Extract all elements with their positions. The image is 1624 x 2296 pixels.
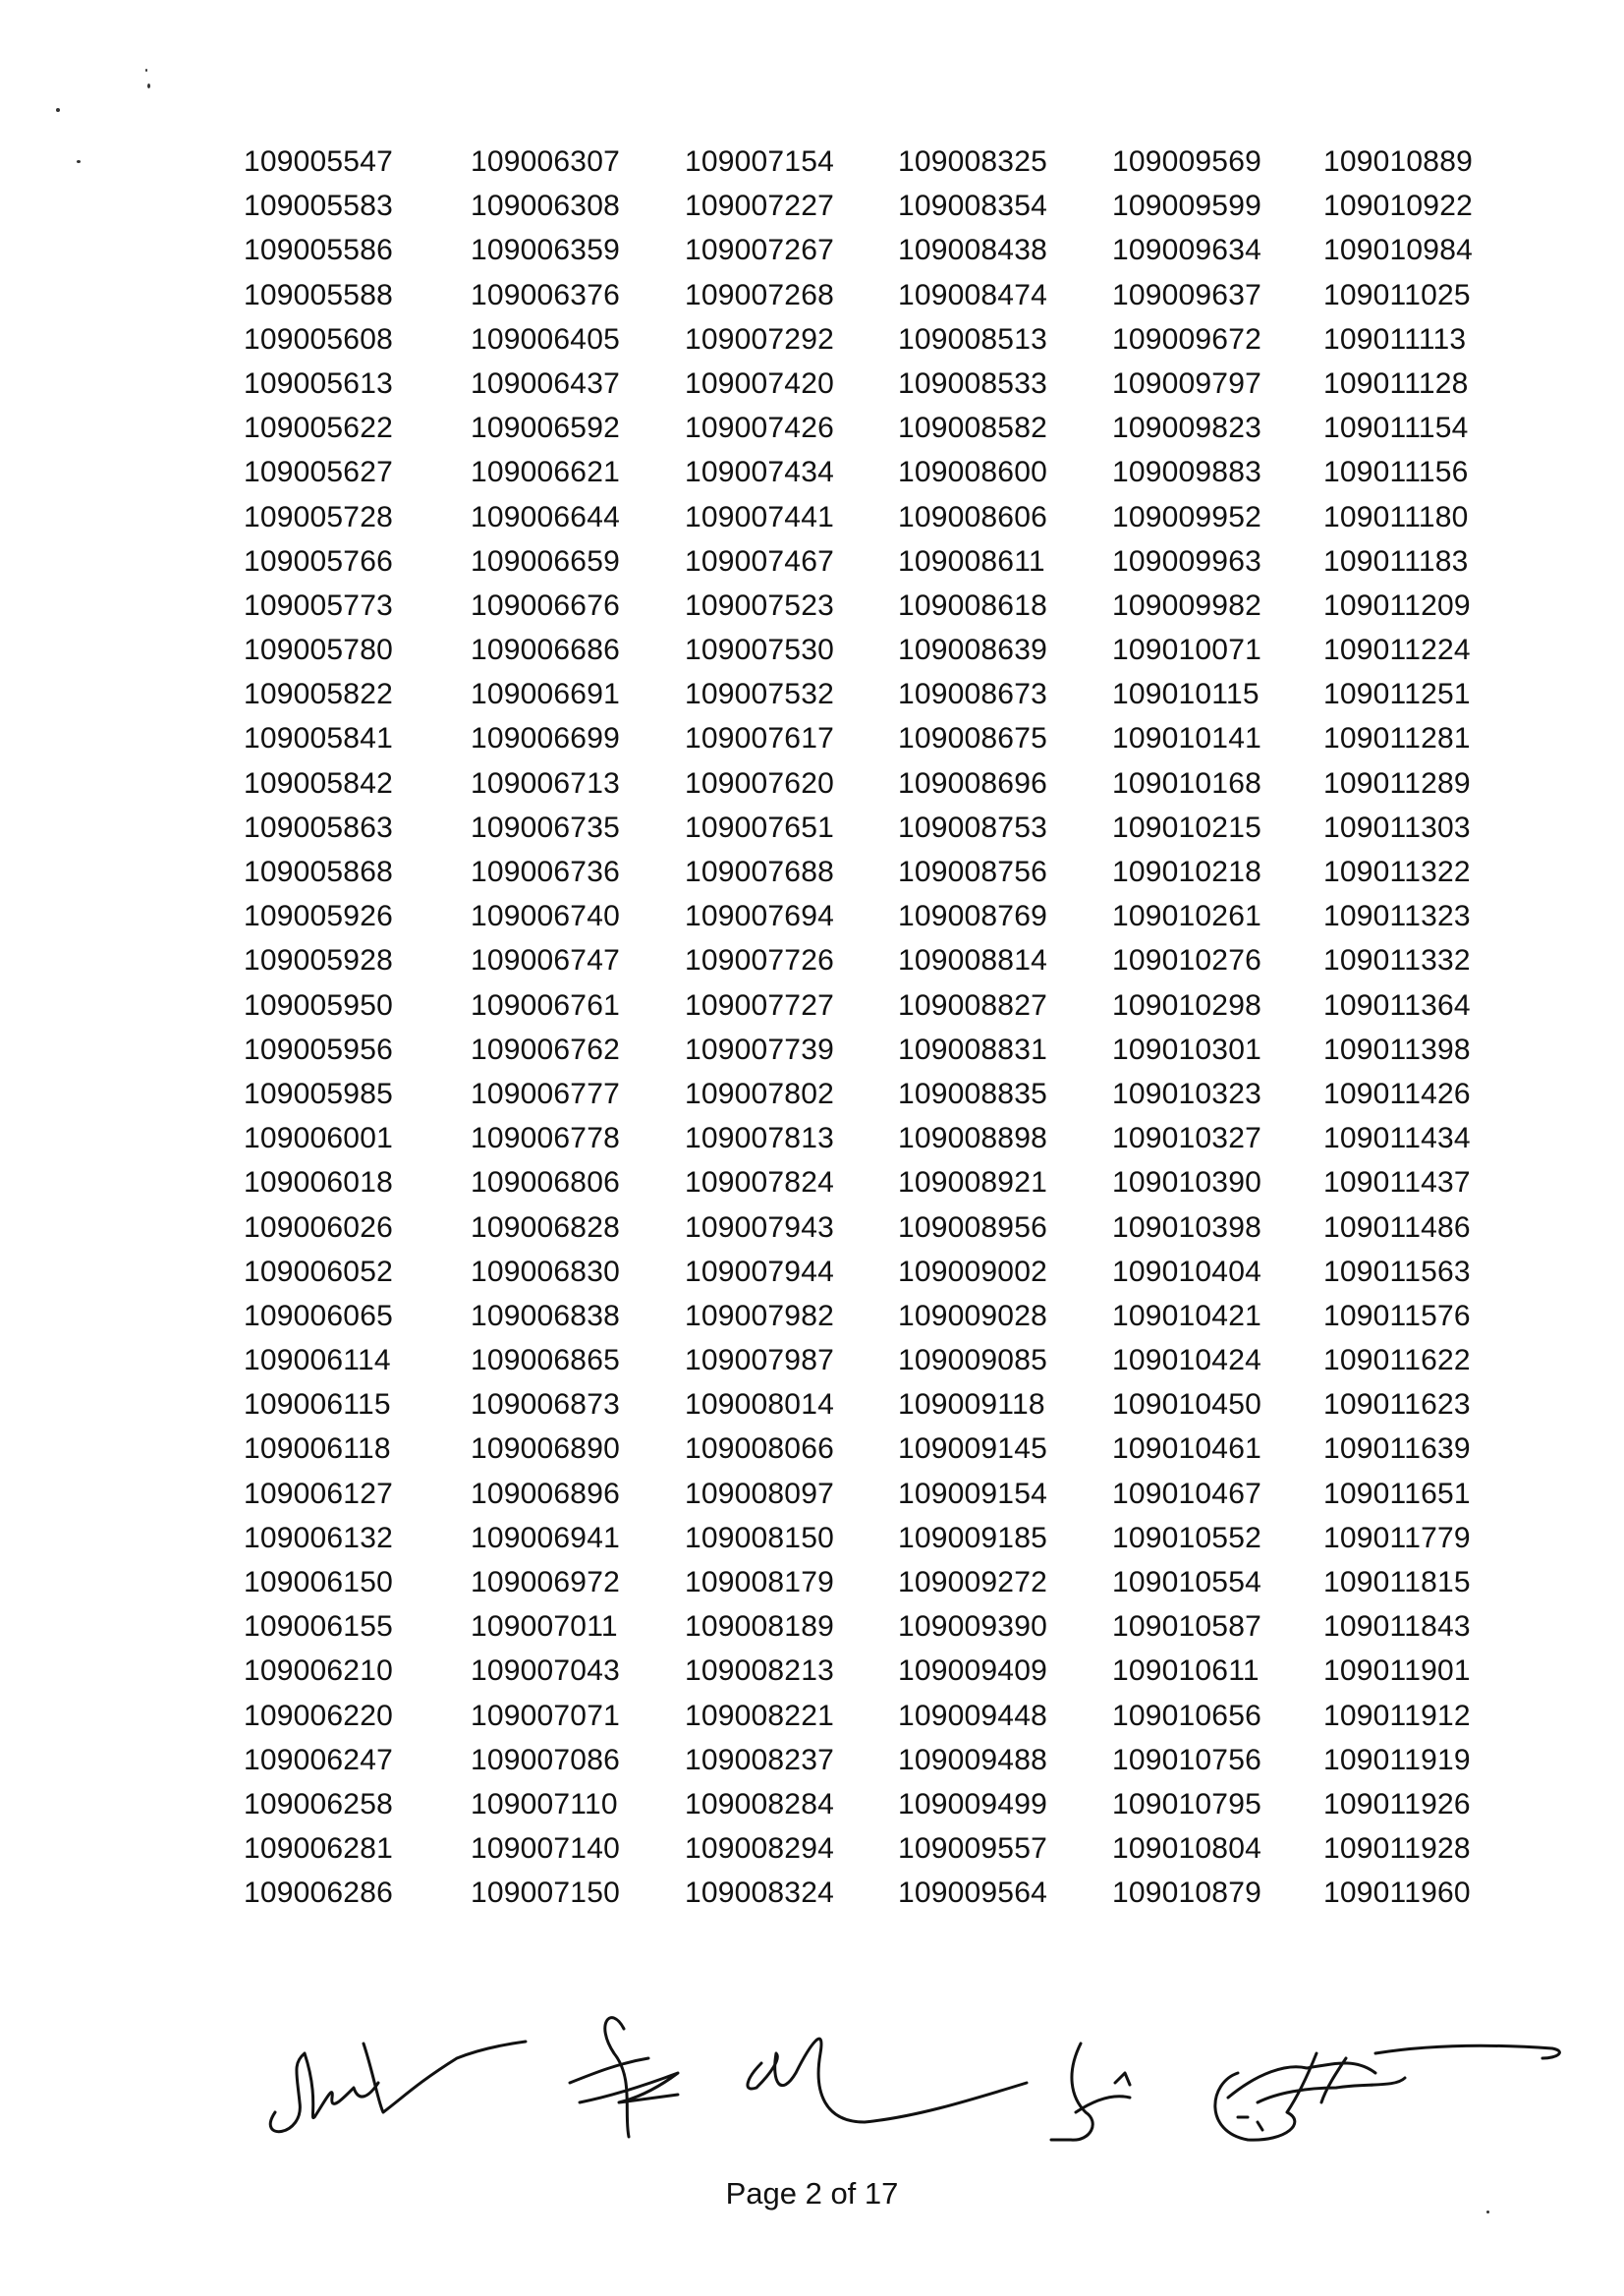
number-cell: 109008756 — [898, 856, 1047, 888]
number-cell: 109010141 — [1112, 722, 1261, 756]
number-cell: 109006691 — [471, 678, 620, 711]
number-cell: 109009154 — [898, 1477, 1047, 1510]
number-cell: 109005613 — [244, 366, 393, 400]
number-cell: 109006699 — [471, 722, 620, 756]
number-cell: 109010218 — [1112, 856, 1261, 888]
scan-speck — [145, 69, 147, 72]
number-cell: 109005950 — [244, 988, 393, 1022]
number-cell: 109007110 — [471, 1787, 618, 1820]
number-cell: 109006018 — [244, 1166, 393, 1200]
number-cell: 109009409 — [898, 1654, 1047, 1688]
number-cell: 109006828 — [471, 1210, 620, 1244]
number-cell: 109011926 — [1323, 1787, 1471, 1820]
number-cell: 109010390 — [1112, 1166, 1261, 1200]
number-cell: 109005728 — [244, 500, 393, 533]
number-cell: 109006258 — [244, 1787, 393, 1820]
number-cell: 109011576 — [1323, 1299, 1471, 1332]
number-cell: 109009672 — [1112, 322, 1261, 356]
number-cell: 109006873 — [471, 1388, 620, 1422]
number-cell: 109009085 — [898, 1344, 1047, 1377]
number-cell: 109008606 — [898, 500, 1047, 533]
number-cell: 109011180 — [1323, 500, 1469, 533]
number-cell: 109010656 — [1112, 1699, 1261, 1732]
number-cell: 109007982 — [685, 1299, 834, 1332]
number-cell: 109011623 — [1323, 1388, 1471, 1422]
number-cell: 109008533 — [898, 366, 1047, 400]
number-cell: 109008014 — [685, 1388, 834, 1422]
number-cell: 109006155 — [244, 1610, 393, 1644]
number-cell: 109008284 — [685, 1787, 834, 1820]
number-cell: 109010323 — [1112, 1077, 1261, 1110]
number-cell: 109007726 — [685, 944, 834, 978]
number-cell: 109006778 — [471, 1122, 620, 1155]
number-cell: 109007620 — [685, 766, 834, 800]
number-cell: 109008600 — [898, 456, 1047, 489]
number-cell: 109009499 — [898, 1787, 1047, 1820]
signature-1 — [270, 2042, 526, 2132]
number-cell: 109010115 — [1112, 678, 1260, 711]
number-cell: 109008221 — [685, 1699, 834, 1732]
number-cell: 109006052 — [244, 1255, 393, 1288]
number-cell: 109010276 — [1112, 944, 1261, 978]
number-cell: 109006838 — [471, 1299, 620, 1332]
signatures — [246, 2004, 1601, 2161]
number-cell: 109006686 — [471, 634, 620, 667]
number-cell: 109010327 — [1112, 1122, 1261, 1155]
number-cell: 109010552 — [1112, 1521, 1261, 1554]
number-cell: 109007523 — [685, 588, 834, 622]
number-cell: 109009637 — [1112, 278, 1261, 311]
number-cell: 109006713 — [471, 766, 620, 800]
number-cell: 109011960 — [1323, 1876, 1471, 1910]
number-cell: 109007154 — [685, 145, 834, 178]
number-cell: 109010467 — [1112, 1477, 1261, 1510]
number-cell: 109011025 — [1323, 278, 1471, 311]
number-cell: 109007802 — [685, 1077, 834, 1110]
number-cell: 109009118 — [898, 1388, 1045, 1422]
number-cell: 109006114 — [244, 1344, 391, 1377]
number-cell: 109009564 — [898, 1876, 1047, 1910]
number-cell: 109009488 — [898, 1743, 1047, 1776]
number-cell: 109006376 — [471, 278, 620, 311]
number-cell: 109011639 — [1323, 1432, 1471, 1466]
number-cell: 109006026 — [244, 1210, 393, 1244]
number-cell: 109011651 — [1323, 1477, 1471, 1510]
number-cell: 109007140 — [471, 1832, 620, 1866]
number-cell: 109008618 — [898, 588, 1047, 622]
number-cell: 109011281 — [1323, 722, 1471, 756]
number-cell: 109006762 — [471, 1033, 620, 1066]
number-cell: 109005622 — [244, 412, 393, 445]
number-cell: 109006118 — [244, 1432, 391, 1466]
number-cell: 109010424 — [1112, 1344, 1261, 1377]
number-cell: 109007268 — [685, 278, 834, 311]
number-cell: 109007944 — [685, 1255, 834, 1288]
number-cell: 109010922 — [1323, 190, 1473, 223]
number-cell: 109007043 — [471, 1654, 620, 1688]
number-cell: 109010879 — [1112, 1876, 1261, 1910]
number-cell: 109008354 — [898, 190, 1047, 223]
number-cell: 109007617 — [685, 722, 834, 756]
number-cell: 109011912 — [1323, 1699, 1471, 1732]
number-cell: 109011563 — [1323, 1255, 1471, 1288]
number-cell: 109011434 — [1323, 1122, 1471, 1155]
number-cell: 109006777 — [471, 1077, 620, 1110]
number-cell: 109008611 — [898, 544, 1045, 578]
number-grid — [244, 140, 1536, 1916]
number-cell: 109006286 — [244, 1876, 393, 1910]
number-cell: 109009963 — [1112, 544, 1261, 578]
number-cell: 109006437 — [471, 366, 620, 400]
number-cell: 109007086 — [471, 1743, 620, 1776]
number-cell: 109011622 — [1323, 1344, 1471, 1377]
number-cell: 109007532 — [685, 678, 834, 711]
number-cell: 109010587 — [1112, 1610, 1261, 1644]
number-cell: 109007813 — [685, 1122, 834, 1155]
number-cell: 109009823 — [1112, 412, 1261, 445]
number-cell: 109006740 — [471, 900, 620, 933]
number-cell: 109010804 — [1112, 1832, 1261, 1866]
number-cell: 109006065 — [244, 1299, 393, 1332]
number-cell: 109005583 — [244, 190, 393, 223]
number-cell: 109008921 — [898, 1166, 1047, 1200]
number-cell: 109011426 — [1323, 1077, 1471, 1110]
number-cell: 109009448 — [898, 1699, 1047, 1732]
number-cell: 109007651 — [685, 811, 834, 844]
number-cell: 109008179 — [685, 1566, 834, 1598]
number-cell: 109006676 — [471, 588, 620, 622]
number-cell: 109011815 — [1323, 1566, 1471, 1598]
number-cell: 109005822 — [244, 678, 393, 711]
number-cell: 109005588 — [244, 278, 393, 311]
number-cell: 109008898 — [898, 1122, 1047, 1155]
number-cell: 109006890 — [471, 1432, 620, 1466]
number-cell: 109010071 — [1112, 634, 1261, 667]
number-cell: 109006592 — [471, 412, 620, 445]
number-cell: 109006210 — [244, 1654, 393, 1688]
number-cell: 109006307 — [471, 145, 620, 178]
number-cell: 109008639 — [898, 634, 1047, 667]
number-cell: 109007227 — [685, 190, 834, 223]
number-cell: 109005956 — [244, 1033, 393, 1066]
number-cell: 109007688 — [685, 856, 834, 888]
number-cell: 109011364 — [1323, 988, 1471, 1022]
number-cell: 109006127 — [244, 1477, 393, 1510]
number-cell: 109008474 — [898, 278, 1047, 311]
number-cell: 109006001 — [244, 1122, 393, 1155]
number-cell: 109008325 — [898, 145, 1047, 178]
number-cell: 109011843 — [1323, 1610, 1471, 1644]
number-cell: 109006150 — [244, 1566, 393, 1598]
number-cell: 109006896 — [471, 1477, 620, 1510]
number-cell: 109010215 — [1112, 811, 1261, 844]
number-cell: 109006220 — [244, 1699, 393, 1732]
number-cell: 109008213 — [685, 1654, 834, 1688]
number-cell: 109005780 — [244, 634, 393, 667]
page-number: Page 2 of 17 — [725, 2176, 899, 2211]
number-cell: 109009797 — [1112, 366, 1261, 400]
number-cell: 109008956 — [898, 1210, 1047, 1244]
number-cell: 109011154 — [1323, 412, 1469, 445]
number-cell: 109008097 — [685, 1477, 834, 1510]
number-cell: 109006308 — [471, 190, 620, 223]
number-cell: 109007530 — [685, 634, 834, 667]
number-cell: 109010984 — [1323, 234, 1473, 267]
signature-3 — [748, 2039, 1027, 2122]
signature-4 — [1051, 2044, 1130, 2140]
number-cell: 109009952 — [1112, 500, 1261, 533]
number-cell: 109008189 — [685, 1610, 834, 1644]
number-cell: 109006865 — [471, 1344, 620, 1377]
number-cell: 109006247 — [244, 1743, 393, 1776]
number-cell: 109008294 — [685, 1832, 834, 1866]
number-cell: 109011437 — [1323, 1166, 1471, 1200]
number-cell: 109007420 — [685, 366, 834, 400]
number-cell: 109010461 — [1112, 1432, 1261, 1466]
number-cell: 109008237 — [685, 1743, 834, 1776]
number-cell: 109009557 — [898, 1832, 1047, 1866]
number-cell: 109008696 — [898, 766, 1047, 800]
number-cell: 109006359 — [471, 234, 620, 267]
number-cell: 109005586 — [244, 234, 393, 267]
number-cell: 109005841 — [244, 722, 393, 756]
number-cell: 109006115 — [244, 1388, 391, 1422]
number-cell: 109006736 — [471, 856, 620, 888]
scan-speck — [77, 160, 81, 163]
number-cell: 109010421 — [1112, 1299, 1261, 1332]
number-cell: 109006941 — [471, 1521, 620, 1554]
number-cell: 109009982 — [1112, 588, 1261, 622]
number-cell: 109006972 — [471, 1566, 620, 1598]
number-cell: 109011303 — [1323, 811, 1471, 844]
number-cell: 109006806 — [471, 1166, 620, 1200]
number-cell: 109008582 — [898, 412, 1047, 445]
number-cell: 109011322 — [1323, 856, 1471, 888]
number-cell: 109010398 — [1112, 1210, 1261, 1244]
number-cell: 109010889 — [1323, 145, 1473, 178]
number-cell: 109010168 — [1112, 766, 1261, 800]
number-cell: 109005608 — [244, 322, 393, 356]
number-cell: 109010404 — [1112, 1255, 1261, 1288]
number-cell: 109007426 — [685, 412, 834, 445]
number-cell: 109011289 — [1323, 766, 1471, 800]
number-cell: 109007011 — [471, 1610, 618, 1644]
number-cell: 109009185 — [898, 1521, 1047, 1554]
number-cell: 109007292 — [685, 322, 834, 356]
number-cell: 109011323 — [1323, 900, 1471, 933]
number-cell: 109007739 — [685, 1033, 834, 1066]
number-cell: 109010301 — [1112, 1033, 1261, 1066]
number-cell: 109005627 — [244, 456, 393, 489]
number-cell: 109007434 — [685, 456, 834, 489]
number-cell: 109005863 — [244, 811, 393, 844]
number-cell: 109008066 — [685, 1432, 834, 1466]
number-cell: 109008831 — [898, 1033, 1047, 1066]
number-cell: 109011901 — [1323, 1654, 1471, 1688]
number-cell: 109008438 — [898, 234, 1047, 267]
signature-2 — [570, 2018, 678, 2137]
number-cell: 109005928 — [244, 944, 393, 978]
number-cell: 109007467 — [685, 544, 834, 578]
number-cell: 109008513 — [898, 322, 1047, 356]
number-cell: 109011332 — [1323, 944, 1471, 978]
number-cell: 109005868 — [244, 856, 393, 888]
number-cell: 109011113 — [1323, 322, 1467, 356]
number-cell: 109006644 — [471, 500, 620, 533]
number-cell: 109006830 — [471, 1255, 620, 1288]
number-cell: 109007824 — [685, 1166, 834, 1200]
number-cell: 109011183 — [1323, 544, 1469, 578]
number-cell: 109009599 — [1112, 190, 1261, 223]
number-cell: 109007943 — [685, 1210, 834, 1244]
number-cell: 109008324 — [685, 1876, 834, 1910]
number-cell: 109010298 — [1112, 988, 1261, 1022]
number-cell: 109005985 — [244, 1077, 393, 1110]
number-cell: 109006621 — [471, 456, 620, 489]
number-cell: 109011251 — [1323, 678, 1471, 711]
number-cell: 109008814 — [898, 944, 1047, 978]
number-cell: 109010450 — [1112, 1388, 1261, 1422]
number-cell: 109008769 — [898, 900, 1047, 933]
number-cell: 109008673 — [898, 678, 1047, 711]
number-cell: 109010795 — [1112, 1787, 1261, 1820]
number-cell: 109009883 — [1112, 456, 1261, 489]
number-cell: 109007987 — [685, 1344, 834, 1377]
number-cell: 109011128 — [1323, 366, 1469, 400]
number-cell: 109007727 — [685, 988, 834, 1022]
number-cell: 109009569 — [1112, 145, 1261, 178]
number-cell: 109009634 — [1112, 234, 1261, 267]
number-cell: 109011156 — [1323, 456, 1469, 489]
scan-speck — [56, 108, 60, 112]
number-cell: 109010554 — [1112, 1566, 1261, 1598]
number-cell: 109008150 — [685, 1521, 834, 1554]
number-cell: 109008675 — [898, 722, 1047, 756]
number-cell: 109008827 — [898, 988, 1047, 1022]
number-cell: 109009002 — [898, 1255, 1047, 1288]
number-cell: 109010261 — [1112, 900, 1261, 933]
number-cell: 109010756 — [1112, 1743, 1261, 1776]
number-cell: 109011209 — [1323, 588, 1471, 622]
number-cell: 109006659 — [471, 544, 620, 578]
number-cell: 109005842 — [244, 766, 393, 800]
number-cell: 109006281 — [244, 1832, 393, 1866]
number-cell: 109011779 — [1323, 1521, 1471, 1554]
number-cell: 109007694 — [685, 900, 834, 933]
number-cell: 109007441 — [685, 500, 834, 533]
number-cell: 109005547 — [244, 145, 393, 178]
number-cell: 109011398 — [1323, 1033, 1471, 1066]
number-cell: 109011486 — [1323, 1210, 1471, 1244]
number-cell: 109005926 — [244, 900, 393, 933]
number-cell: 109006405 — [471, 322, 620, 356]
number-cell: 109005766 — [244, 544, 393, 578]
number-cell: 109010611 — [1112, 1654, 1260, 1688]
number-cell: 109007071 — [471, 1699, 620, 1732]
number-cell: 109005773 — [244, 588, 393, 622]
number-cell: 109009028 — [898, 1299, 1047, 1332]
number-cell: 109011928 — [1323, 1832, 1471, 1866]
number-cell: 109008835 — [898, 1077, 1047, 1110]
number-cell: 109009145 — [898, 1432, 1047, 1466]
number-cell: 109006761 — [471, 988, 620, 1022]
number-cell: 109011224 — [1323, 634, 1471, 667]
number-cell: 109006132 — [244, 1521, 393, 1554]
number-cell: 109008753 — [898, 811, 1047, 844]
number-cell: 109007150 — [471, 1876, 620, 1910]
scan-speck — [147, 84, 150, 88]
number-cell: 109009390 — [898, 1610, 1047, 1644]
number-cell: 109006735 — [471, 811, 620, 844]
number-cell: 109009272 — [898, 1566, 1047, 1598]
number-cell: 109006747 — [471, 944, 620, 978]
number-cell: 109011919 — [1323, 1743, 1471, 1776]
signature-5 — [1215, 2045, 1560, 2140]
number-cell: 109007267 — [685, 234, 834, 267]
